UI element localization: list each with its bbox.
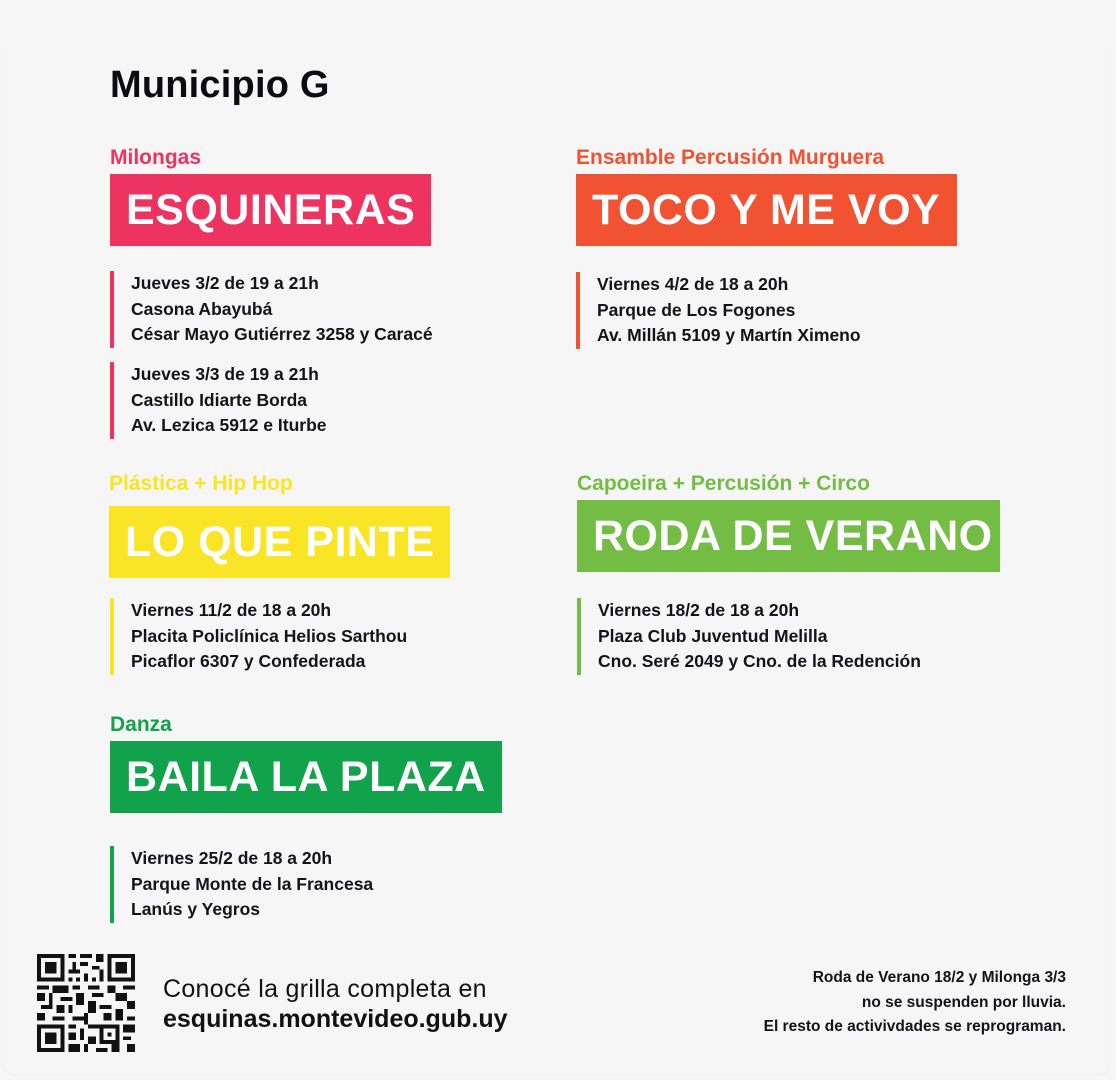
event-title-banner: RODA DE VERANO: [577, 500, 1000, 572]
event-session: [577, 598, 921, 675]
session-venue: Placita Policlínica Helios Sarthou: [131, 625, 408, 646]
session-datetime: Jueves 3/3 de 19 a 21h: [131, 364, 319, 384]
session-datetime: Viernes 11/2 de 18 a 20h: [131, 600, 332, 620]
event-baila-la-plaza: [110, 713, 502, 813]
event-category: Danza: [110, 713, 172, 736]
session-datetime: Viernes 4/2 de 18 a 20h: [597, 274, 789, 294]
session-venue: Plaza Club Juventud Melilla: [598, 625, 828, 646]
event-session: [110, 362, 327, 439]
rain-note: [764, 966, 1066, 1040]
session-datetime: Jueves 3/2 de 19 a 21h: [131, 273, 319, 293]
session-address: Av. Millán 5109 y Martín Ximeno: [597, 325, 861, 345]
session-venue: Parque de Los Fogones: [597, 299, 796, 320]
event-session: [110, 271, 433, 348]
cta-block: [163, 974, 508, 1034]
event-category: Ensamble Percusión Murguera: [576, 146, 885, 169]
session-address: Lanús y Yegros: [131, 899, 261, 919]
session-venue: Casona Abayubá: [131, 298, 273, 319]
event-toco-y-me-voy: [576, 146, 957, 246]
event-category: Capoeira + Percusión + Circo: [577, 472, 870, 495]
qr-code-icon[interactable]: [33, 954, 139, 1052]
event-title-banner: TOCO Y ME VOY: [576, 174, 957, 246]
session-venue: Castillo Idiarte Borda: [131, 389, 308, 410]
cta-link[interactable]: esquinas.montevideo.gub.uy: [163, 1005, 508, 1033]
event-lo-que-pinte: [109, 472, 450, 578]
session-address: Av. Lezica 5912 e Iturbe: [131, 415, 327, 435]
event-session: [576, 272, 861, 349]
event-esquineras: [110, 146, 431, 246]
session-venue: Parque Monte de la Francesa: [131, 873, 374, 894]
event-category: Plástica + Hip Hop: [109, 472, 293, 495]
page-title: Municipio G: [110, 64, 330, 106]
session-datetime: Viernes 18/2 de 18 a 20h: [598, 600, 800, 620]
session-datetime: Viernes 25/2 de 18 a 20h: [131, 848, 333, 868]
event-session: [110, 598, 407, 675]
rain-note-line: Roda de Verano 18/2 y Milonga 3/3: [812, 969, 1066, 986]
rain-note-line: El resto de activivdades se reprograman.: [763, 1018, 1066, 1035]
event-roda-de-verano: [577, 472, 1000, 572]
rain-note-line: no se suspenden por lluvia.: [861, 993, 1066, 1011]
event-session: [110, 846, 373, 923]
event-title-banner: ESQUINERAS: [110, 174, 431, 246]
session-address: Picaflor 6307 y Confederada: [131, 651, 366, 671]
cta-text: Conocé la grilla completa en: [163, 975, 487, 1003]
session-address: Cno. Seré 2049 y Cno. de la Redención: [598, 651, 921, 671]
event-category: Milongas: [110, 146, 202, 169]
event-title-banner: BAILA LA PLAZA: [110, 741, 502, 813]
event-title-banner: LO QUE PINTE: [109, 506, 450, 578]
session-address: César Mayo Gutiérrez 3258 y Caracé: [131, 324, 433, 344]
